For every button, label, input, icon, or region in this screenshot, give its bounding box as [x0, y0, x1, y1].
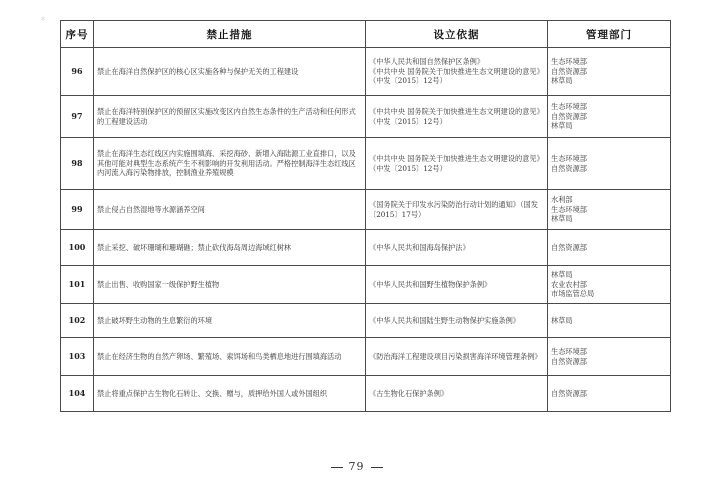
page-number: 79: [348, 460, 365, 473]
row-basis: 《中共中央 国务院关于加快推进生态文明建设的意见》（中发〔2015〕12号）: [366, 138, 548, 190]
row-dept: 林草局 农业农村部 市场监管总局: [548, 266, 671, 304]
table-row: [61, 304, 671, 338]
row-dept: 生态环境部 自然资源部 林草局: [548, 96, 671, 138]
table-header-row: [61, 21, 671, 48]
row-measure: 禁止出售、收购国家一级保护野生植物: [94, 266, 366, 304]
row-measure: 禁止采挖、破坏珊瑚和珊瑚礁；禁止砍伐海岛周边海域红树林: [94, 230, 366, 266]
row-num: 101: [61, 266, 94, 304]
header-num: 序号: [61, 21, 94, 48]
row-dept: 自然资源部: [548, 230, 671, 266]
page-footer: [0, 460, 713, 473]
header-measure: 禁止措施: [94, 21, 366, 48]
row-basis: 《中华人民共和国海岛保护法》: [366, 230, 548, 266]
row-num: 103: [61, 338, 94, 376]
row-basis: 《中华人民共和国自然保护区条例》 《中共中央 国务院关于加快推进生态文明建设的意见》（中发〔2015〕12号）: [366, 48, 548, 96]
row-measure: 禁止在经济生物的自然产卵场、繁殖场、索饵场和鸟类栖息地进行围填海活动: [94, 338, 366, 376]
footer-dash-left: [331, 467, 343, 468]
row-num: 102: [61, 304, 94, 338]
table-row: [61, 190, 671, 230]
prohibition-table: [60, 20, 671, 412]
row-basis: 《中华人民共和国野生植物保护条例》: [366, 266, 548, 304]
row-dept: 林草局: [548, 304, 671, 338]
row-dept: 生态环境部 自然资源部: [548, 138, 671, 190]
row-num: 97: [61, 96, 94, 138]
row-dept: 生态环境部 自然资源部: [548, 338, 671, 376]
row-dept: 自然资源部: [548, 376, 671, 412]
table-row: [61, 96, 671, 138]
scan-mark: ＊: [40, 16, 47, 23]
table-row: [61, 138, 671, 190]
row-dept: 水利部 生态环境部 林草局: [548, 190, 671, 230]
row-measure: 禁止将重点保护古生物化石转让、交换、赠与，质押给外国人或外国组织: [94, 376, 366, 412]
row-num: 98: [61, 138, 94, 190]
header-basis: 设立依据: [366, 21, 548, 48]
row-num: 100: [61, 230, 94, 266]
row-dept: 生态环境部 自然资源部 林草局: [548, 48, 671, 96]
table-row: [61, 376, 671, 412]
row-basis: 《古生物化石保护条例》: [366, 376, 548, 412]
table-row: [61, 230, 671, 266]
row-basis: 《中华人民共和国陆生野生动物保护实施条例》: [366, 304, 548, 338]
row-measure: 禁止破坏野生动物的生息繁衍的环境: [94, 304, 366, 338]
row-measure: 禁止在海洋特别保护区的预留区实施改变区内自然生态条件的生产活动和任何形式的工程建设活动: [94, 96, 366, 138]
row-measure: 禁止在海洋生态红线区内实施围填海、采挖海砂、新增入海陆源工业直排口，以及其他可能对典型生态系统产生不利影响的开发利用活动。严格控制海洋生态红线区内河流入海污染物排放，控制渔业养殖规模: [94, 138, 366, 190]
table-row: [61, 338, 671, 376]
row-basis: 《中共中央 国务院关于加快推进生态文明建设的意见》（中发〔2015〕12号）: [366, 96, 548, 138]
table-row: [61, 48, 671, 96]
table-row: [61, 266, 671, 304]
header-dept: 管理部门: [548, 21, 671, 48]
row-num: 99: [61, 190, 94, 230]
footer-dash-right: [371, 467, 383, 468]
row-basis: 《防治海洋工程建设项目污染损害海洋环境管理条例》: [366, 338, 548, 376]
row-measure: 禁止侵占自然湿地等水源涵养空间: [94, 190, 366, 230]
row-num: 96: [61, 48, 94, 96]
row-basis: 《国务院关于印发水污染防治行动计划的通知》（国发〔2015〕17号）: [366, 190, 548, 230]
row-num: 104: [61, 376, 94, 412]
row-measure: 禁止在海洋自然保护区的核心区实施各种与保护无关的工程建设: [94, 48, 366, 96]
